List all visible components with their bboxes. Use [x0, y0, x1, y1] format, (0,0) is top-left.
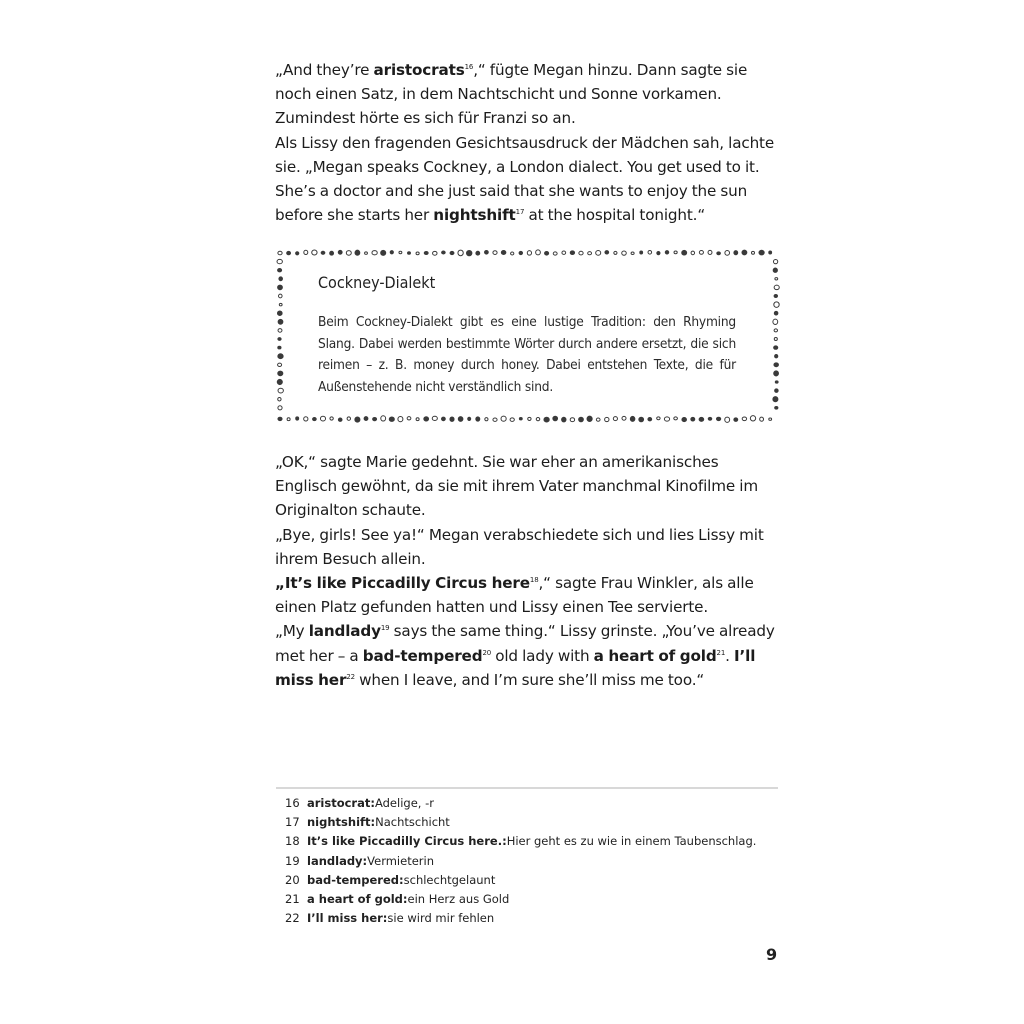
footnote-gloss: schlechtgelaunt [403, 872, 496, 887]
footnote-gloss: ein Herz aus Gold [407, 892, 510, 907]
paragraph-2-text-a: Als Lissy den fragenden Gesichtsausdruck der Mädchen sah, lachte sie. „Megan speaks Cockney, a London dialect. You get used to it. She’s a doctor and she just said that she wants to enjoy the sun before she starts her [275, 133, 775, 225]
paragraph-2 [275, 131, 781, 228]
footnote-term: I’ll miss her: [307, 911, 388, 926]
footnote-term: a heart of gold: [307, 892, 408, 907]
footnote-gloss: sie wird mir fehlen [387, 911, 495, 926]
vocab-bad-tempered: bad-tempered [362, 646, 483, 665]
footnote-22 [285, 909, 785, 928]
text-block-middle [275, 450, 781, 692]
vocab-ill-miss-her: I’ll miss her [275, 646, 756, 689]
paragraph-3: „OK,“ sagte Marie gedehnt. Sie war eher an amerikanisches Englisch gewöhnt, da sie mit ihrem Vater manchmal Kinofilme im Originalton schaute. [275, 453, 758, 520]
footnote-ref-20: 20 [482, 648, 492, 657]
footnote-gloss: Hier geht es zu wie in einem Taubenschlag. [506, 834, 757, 849]
footnote-18 [285, 832, 785, 851]
footnote-number: 17 [285, 815, 300, 830]
paragraph-4: „Bye, girls! See ya!“ Megan verabschiedete sich und lies Lissy mit ihrem Besuch allein. [275, 525, 764, 568]
footnote-term: It’s like Piccadilly Circus here.: [307, 834, 507, 849]
vocab-piccadilly: „It’s like Piccadilly Circus here [275, 574, 530, 593]
footnote-term: bad-tempered: [307, 872, 404, 887]
footnote-number: 20 [285, 872, 300, 887]
footnote-divider [276, 787, 778, 789]
footnote-gloss: Adelige, -r [374, 796, 434, 810]
text-block-top [275, 58, 781, 227]
info-box-body: Beim Cockney-Dialekt gibt es eine lustige Tradition: den Rhyming Slang. Dabei werden bestimmte Wörter durch andere ersetzt, die sich reimen – z. B. money durch honey. Dabei entstehen Texte, die für Außenstehende nicht verständlich sind. [318, 314, 736, 395]
footnote-gloss: Nachtschicht [375, 815, 450, 830]
footnote-ref-16: 16 [464, 63, 474, 71]
paragraph-1-text-a: „And they’re [275, 61, 374, 79]
vocab-heart-of-gold: a heart of gold [593, 646, 717, 665]
footnote-term: nightshift: [307, 815, 376, 830]
footnote-number: 21 [285, 892, 300, 907]
page-number: 9 [766, 945, 778, 964]
footnote-number: 22 [285, 911, 300, 926]
footnote-21 [285, 890, 785, 909]
vocab-aristocrats: aristocrats [373, 61, 465, 79]
footnote-ref-21: 21 [716, 648, 726, 657]
paragraph-6-text-i: when I leave, and I’m sure she’ll miss me too.“ [354, 670, 705, 689]
footnote-ref-18: 18 [529, 576, 539, 585]
footnote-ref-17: 17 [515, 208, 525, 217]
footnote-term: aristocrat: [307, 796, 375, 810]
paragraph-6-text-g: . [725, 646, 735, 665]
paragraph-5 [275, 571, 781, 619]
paragraph-2-text-c: at the hospital tonight.“ [524, 206, 706, 225]
paragraph-1 [275, 58, 781, 131]
paragraph-6-text-a: „My [275, 622, 309, 641]
paragraph-6-text-e: old lady with [491, 646, 594, 665]
info-box-cockney [276, 249, 780, 423]
footnote-20 [285, 871, 785, 890]
footnote-term: landlady: [307, 853, 368, 868]
info-box-title: Cockney-Dialekt [318, 273, 436, 292]
footnote-ref-22: 22 [346, 672, 355, 681]
vocab-nightshift: nightshift [433, 206, 516, 225]
footnote-ref-19: 19 [380, 624, 390, 633]
paragraph-5-text-b: ,“ sagte Frau Winkler, als alle einen Platz gefunden hatten und Lissy einen Tee servierte. [275, 574, 754, 617]
footnote-19 [285, 852, 785, 871]
footnote-number: 18 [285, 834, 300, 849]
paragraph-6 [275, 619, 781, 692]
footnote-gloss: Vermieterin [367, 853, 434, 868]
footnote-number: 16 [285, 796, 300, 810]
footnote-17 [285, 813, 785, 832]
paragraph-6-text-c: says the same thing.“ Lissy grinste. „You’ve already met her – a [275, 622, 775, 665]
footnotes [285, 794, 785, 928]
vocab-landlady: landlady [308, 622, 381, 641]
footnote-number: 19 [285, 853, 300, 868]
footnote-16 [285, 794, 785, 813]
paragraph-1-text-c: ,“ fügte Megan hinzu. Dann sagte sie noch einen Satz, in dem Nachtschicht und Sonne vorkamen. Zumindest hörte es sich für Franzi so an. [275, 61, 748, 128]
